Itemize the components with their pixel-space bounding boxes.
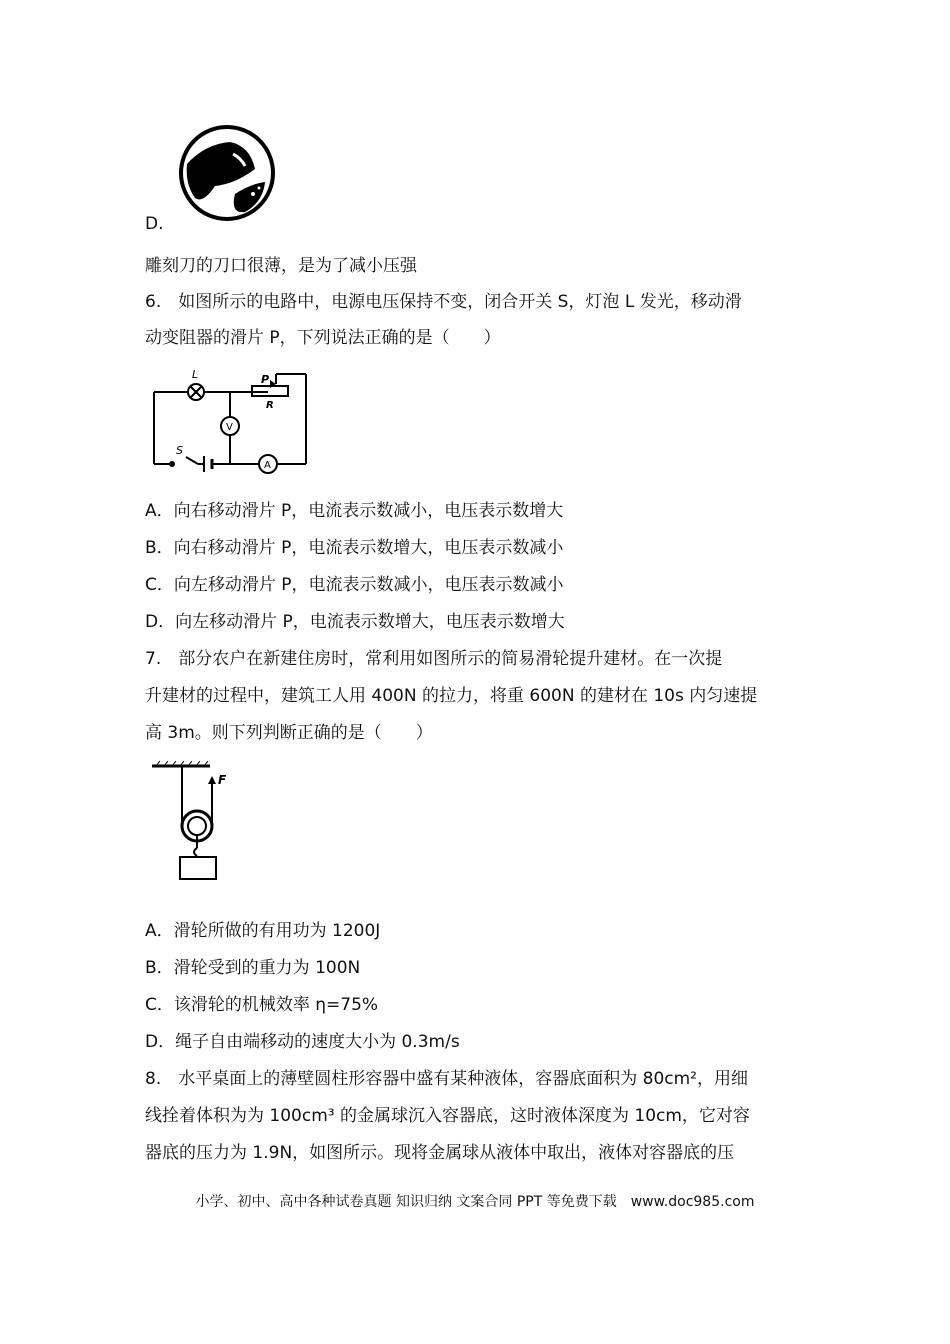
q8-stem-line-3: 器底的压力为 1.9N，如图所示。现将金属球从液体中取出，液体对容器底的压 [145, 1143, 735, 1163]
q7-option-a: A．滑轮所做的有用功为 1200J [145, 921, 381, 941]
pulley-diagram [150, 760, 240, 889]
voltmeter-label: V [226, 422, 233, 433]
slider-label: P [261, 373, 270, 386]
q6-option-c: C．向左移动滑片 P，电流表示数减小，电压表示数减小 [145, 575, 564, 595]
q7-stem-line-1: 7. 部分农户在新建住房时，常利用如图所示的简易滑轮提升建材。在一次提 [145, 649, 723, 669]
ammeter-label: A [264, 460, 271, 471]
circuit-diagram [148, 366, 313, 480]
resistor-label: R [266, 400, 274, 411]
q6-option-b: B．向右移动滑片 P，电流表示数增大，电压表示数减小 [145, 538, 564, 558]
page-footer: 小学、初中、高中各种试卷真题 知识归纳 文案合同 PPT 等免费下载 www.doc985.com [195, 1194, 755, 1210]
option-d-label: D. [145, 214, 164, 234]
q7-option-d: D．绳子自由端移动的速度大小为 0.3m/s [145, 1032, 460, 1052]
switch-label: S [176, 444, 183, 457]
q8-stem-line-2: 线拴着体积为为 100cm³ 的金属球沉入容器底，这时液体深度为 10cm，它对容 [145, 1106, 750, 1126]
option-d-description: 雕刻刀的刀口很薄，是为了减小压强 [145, 256, 417, 276]
lamp-label: L [192, 368, 199, 381]
q6-option-a: A．向右移动滑片 P，电流表示数减小，电压表示数增大 [145, 501, 564, 521]
q6-stem-line-2: 动变阻器的滑片 P，下列说法正确的是（ ） [145, 328, 501, 348]
q6-option-d: D．向左移动滑片 P，电流表示数增大，电压表示数增大 [145, 612, 565, 632]
engraving-knife-figure [175, 124, 279, 226]
force-label: F [218, 773, 227, 787]
q7-stem-line-2: 升建材的过程中，建筑工人用 400N 的拉力，将重 600N 的建材在 10s 内匀速提 [145, 686, 758, 706]
q7-stem-line-3: 高 3m。则下列判断正确的是（ ） [145, 723, 433, 743]
q7-option-c: C．该滑轮的机械效率 η=75% [145, 995, 379, 1015]
q7-option-b: B．滑轮受到的重力为 100N [145, 958, 361, 978]
q6-stem-line-1: 6. 如图所示的电路中，电源电压保持不变，闭合开关 S，灯泡 L 发光，移动滑 [145, 292, 742, 312]
q8-stem-line-1: 8. 水平桌面上的薄壁圆柱形容器中盛有某种液体，容器底面积为 80cm²，用细 [145, 1069, 748, 1089]
